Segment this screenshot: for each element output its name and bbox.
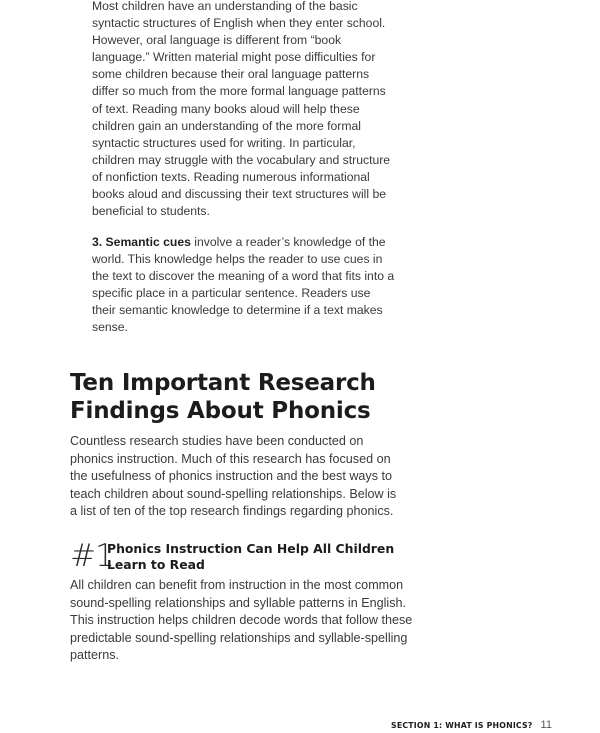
footer-section-label: SECTION 1: WHAT IS PHONICS? [391,721,533,730]
intro-paragraph: Most children have an understanding of the basic syntactic structures of English when they enter school. However, oral language is different from “book language.” Written material might pose difficulties for some children because their oral language patterns differ so much from the more formal language patterns of text. Reading many books aloud will help these children gain an understanding of the more formal syntactic structures used for writing. In particular, children may struggle with the vocabulary and structure of nonfiction texts. Reading numerous informational books aloud and discussing their text structures will be beneficial to students. [92,0,391,219]
section-heading: Ten Important Research Findings About Phonics [70,370,376,424]
semantic-cues-paragraph [92,234,397,337]
semantic-cues-lead: 3. Semantic cues [92,235,191,249]
semantic-cues-text: involve a reader’s knowledge of the world. This knowledge helps the reader to use cues in the text to discover the meaning of a word that fits into a specific place in a particular sentence. Readers use their semantic knowledge to determine if a text makes sense. [92,235,395,335]
finding-number: #1 [70,538,114,574]
research-intro-paragraph: Countless research studies have been conducted on phonics instruction. Much of this research has focused on the usefulness of phonics instruction and the best ways to teach children about sound-spelling relationships. Below is a list of ten of the top research findings regarding phonics. [70,434,397,519]
page-number: 11 [540,719,552,731]
page-footer [391,719,571,733]
finding-1-header [70,537,430,577]
finding-1-paragraph: All children can benefit from instruction in the most common sound-spelling relationships and syllable patterns in English. This instruction helps children decode words that follow these predictable sound-spelling relationships and syllable-spelling patterns. [70,578,413,663]
finding-title: Phonics Instruction Can Help All Children Learn to Read [107,541,395,572]
